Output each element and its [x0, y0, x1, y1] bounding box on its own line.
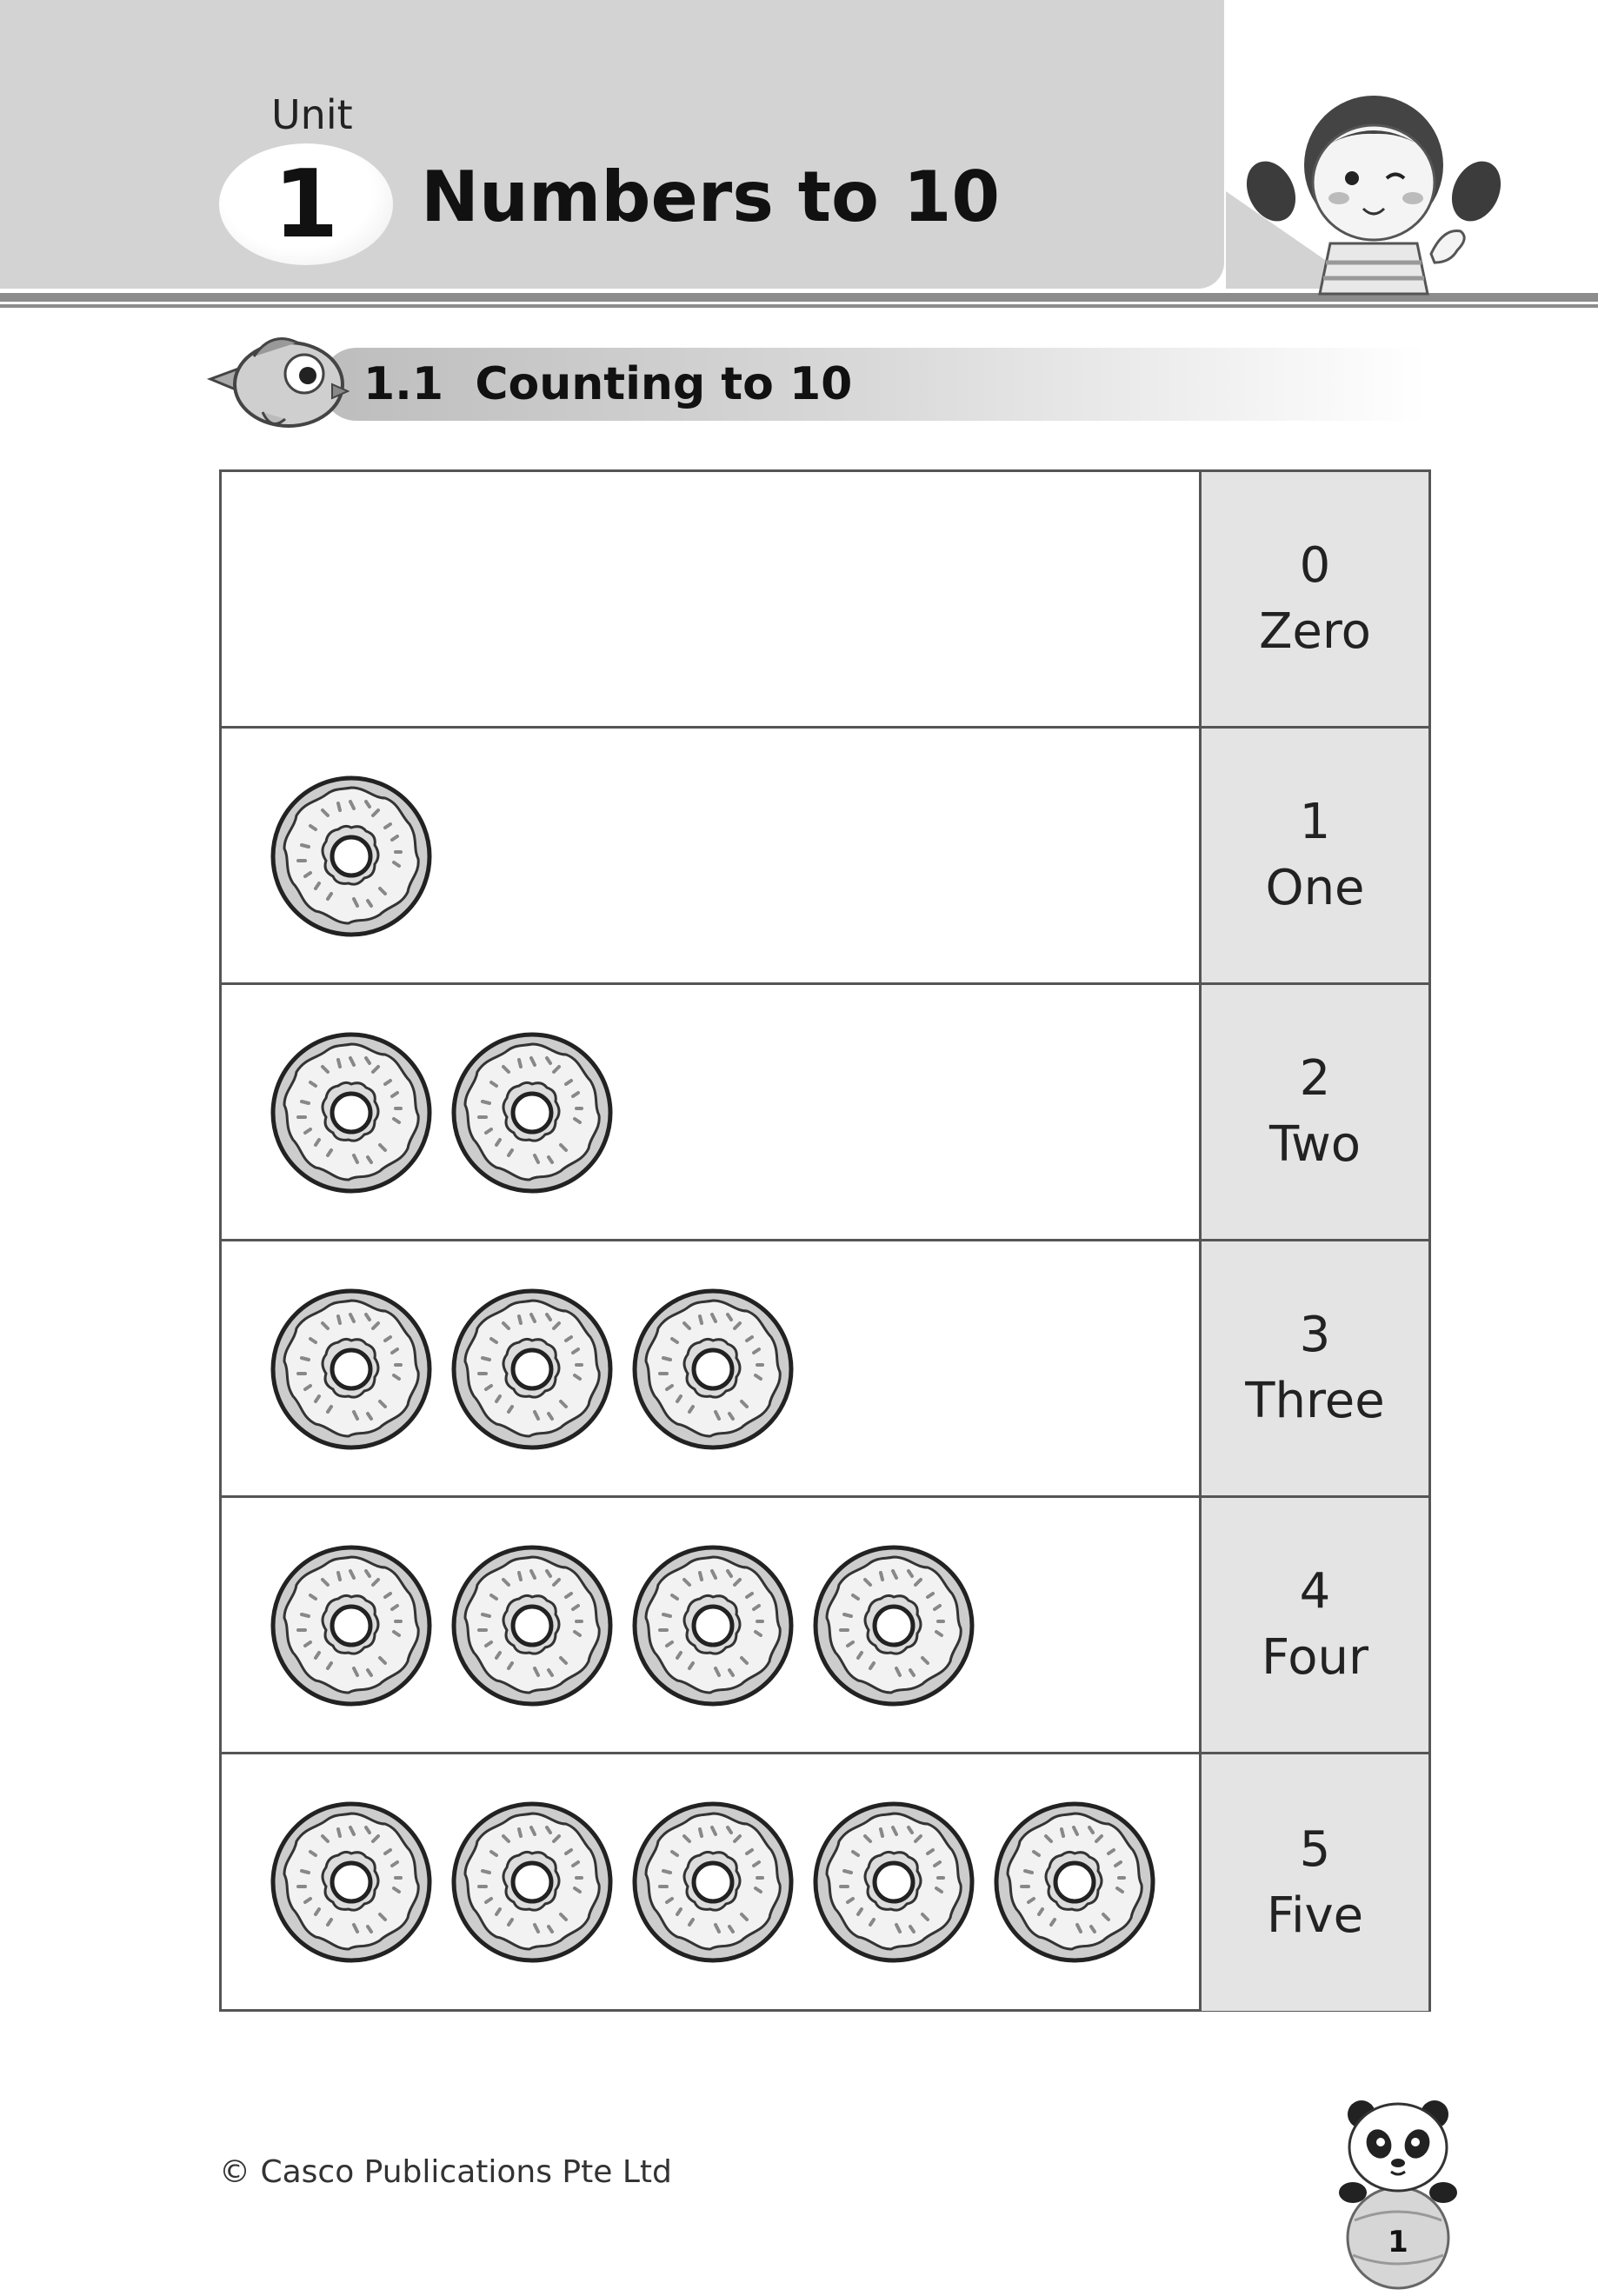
number-word: Three — [1245, 1373, 1385, 1429]
number-label-cell — [1199, 1754, 1428, 2011]
donut-icon — [270, 1032, 432, 1194]
items-cell — [222, 472, 1199, 726]
unit-label: Unit — [271, 91, 353, 138]
panda-ball-icon — [1328, 2090, 1468, 2290]
numeral: 0 — [1299, 537, 1331, 594]
unit-title: Numbers to 10 — [421, 156, 1001, 237]
items-cell — [222, 1498, 1199, 1752]
header-divider-thin — [0, 304, 1598, 308]
bird-icon — [202, 322, 350, 435]
count-row-five — [222, 1754, 1428, 2011]
donut-icon — [994, 1801, 1155, 1963]
girl-waving-icon — [1200, 61, 1548, 296]
number-label-cell — [1199, 729, 1428, 982]
donut-icon — [813, 1545, 975, 1707]
donut-icon — [632, 1801, 794, 1963]
number-word: Four — [1262, 1629, 1368, 1686]
donut-icon — [451, 1801, 613, 1963]
number-word: One — [1265, 860, 1365, 916]
donut-icon — [813, 1801, 975, 1963]
unit-number-badge — [219, 143, 393, 265]
donut-icon — [451, 1288, 613, 1450]
number-word: Two — [1269, 1116, 1361, 1173]
donut-icon — [270, 1545, 432, 1707]
page-number: 1 — [1388, 2225, 1408, 2259]
items-cell — [222, 985, 1199, 1239]
unit-number: 1 — [273, 150, 339, 259]
count-row-two — [222, 985, 1428, 1241]
donut-icon — [270, 1288, 432, 1450]
donut-icon — [451, 1032, 613, 1194]
donut-icon — [270, 1801, 432, 1963]
donut-icon — [632, 1545, 794, 1707]
copyright-text: © Casco Publications Pte Ltd — [219, 2154, 672, 2190]
numeral: 3 — [1299, 1307, 1331, 1363]
numeral: 1 — [1299, 794, 1331, 850]
counting-table — [219, 469, 1431, 2012]
count-row-one — [222, 729, 1428, 985]
donut-icon — [632, 1288, 794, 1450]
numeral: 5 — [1299, 1820, 1331, 1878]
donut-icon — [451, 1545, 613, 1707]
count-row-three — [222, 1241, 1428, 1498]
numeral: 2 — [1299, 1050, 1331, 1107]
items-cell — [222, 1241, 1199, 1495]
items-cell — [222, 1754, 1199, 2011]
count-row-zero — [222, 472, 1428, 729]
number-label-cell — [1199, 985, 1428, 1239]
number-label-cell — [1199, 472, 1428, 726]
unit-header-banner — [0, 0, 1224, 289]
number-label-cell — [1199, 1498, 1428, 1752]
number-label-cell — [1199, 1241, 1428, 1495]
donut-icon — [270, 775, 432, 937]
count-row-four — [222, 1498, 1428, 1754]
numeral: 4 — [1299, 1563, 1331, 1620]
items-cell — [222, 729, 1199, 982]
number-word: Zero — [1259, 603, 1371, 660]
section-title: 1.1 Counting to 10 — [363, 358, 853, 410]
number-word: Five — [1266, 1887, 1364, 1944]
